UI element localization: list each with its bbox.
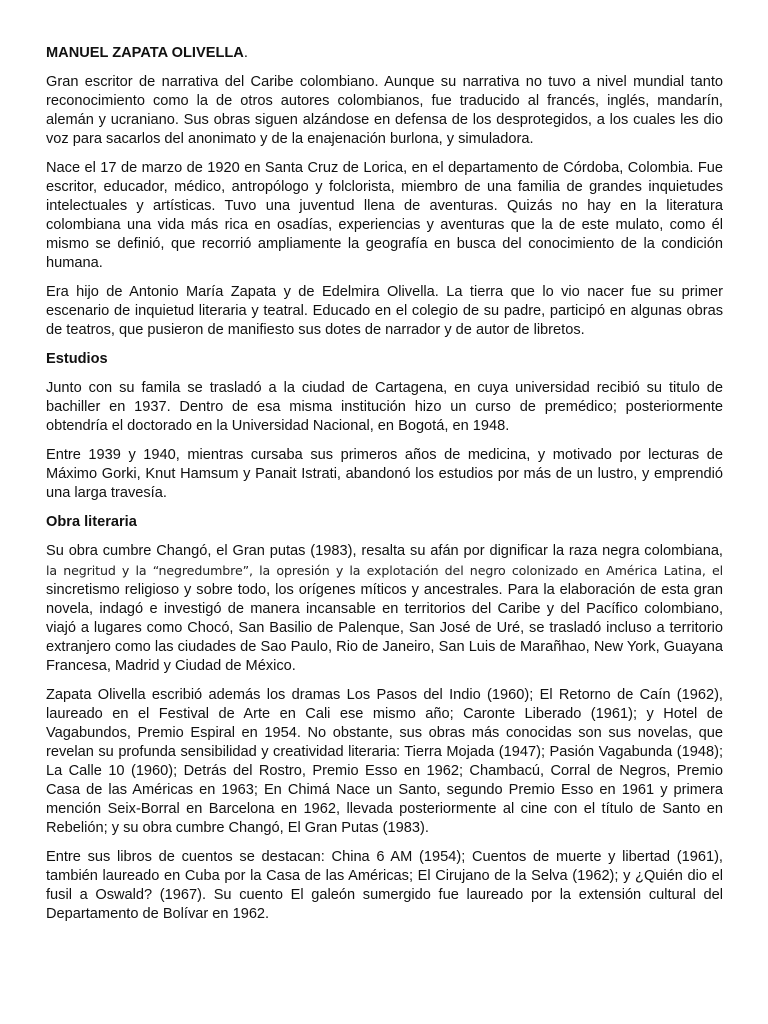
- document-page: [46, 44, 723, 934]
- obra-paragraph-3: Entre sus libros de cuentos se destacan: China 6 AM (1954); Cuentos de muerte y libertad (1961), también laureado en Cuba por la Casa de las Américas; El Cirujano de la Selva (1962); y ¿Quién dio el fusil a Oswald? (1967). Su cuento El galeón sumergido fue laureado por la extensión cultural del Departamento de Bolívar en 1962.: [46, 849, 723, 922]
- obra-paragraph-1-alt-font-line: la negritud y la “negredumbre”, la opresión y la explotación del negro colonizado en América Latina, el: [46, 563, 723, 578]
- estudios-paragraph-1: Junto con su famila se trasladó a la ciudad de Cartagena, en cuya universidad recibió su titulo de bachiller en 1937. Dentro de esa misma institución hizo un curso de premédico; posteriormente obtendría el doctorado en la Universidad Nacional, en Bogotá, en 1948.: [46, 380, 723, 434]
- section-heading-obra-literaria: Obra literaria: [46, 514, 137, 530]
- intro-paragraph-2: Nace el 17 de marzo de 1920 en Santa Cruz de Lorica, en el departamento de Córdoba, Colombia. Fue escritor, educador, médico, antropólogo y folclorista, miembro de una familia de grandes inquietudes intelectuales y artísticas. Tuvo una juventud llena de aventuras. Quizás no hay en la literatura colombiana una vida más rica en osadías, experiencias y aventuras que la de este mulato, como él mismo se definió, que recorrió ampliamente la geografía en busca del conocimiento de la condición humana.: [46, 160, 723, 271]
- intro-paragraph-3: Era hijo de Antonio María Zapata y de Edelmira Olivella. La tierra que lo vio nacer fue su primer escenario de inquietud literaria y teatral. Educado en el colegio de su padre, participó en algunas obras de teatros, que pusieron de manifiesto sus dotes de narrador y de autor de libretos.: [46, 284, 723, 338]
- section-heading-estudios: Estudios: [46, 351, 108, 367]
- obra-paragraph-2: Zapata Olivella escribió además los dramas Los Pasos del Indio (1960); El Retorno de Caín (1962), laureado en el Festival de Arte en Cali ese mismo año; Caronte Liberado (1961); y Hotel de Vagabundos, Premio Espiral en 1954. No obstante, sus obras más conocidas son sus novelas, que revelan su profunda sensibilidad y creatividad literaria: Tierra Mojada (1947); Pasión Vagabunda (1948); La Calle 10 (1960); Detrás del Rostro, Premio Esso en 1962; Chambacú, Corral de Negros, Premio Casa de las Américas en 1963; En Chimá Nace un Santo, segundo Premio Esso en 1961 y primera mención Seix-Borral en Barcelona en 1962, llevada posteriormente al cine con el título de Santo en Rebelión; y su obra cumbre Changó, El Gran Putas (1983).: [46, 687, 723, 836]
- intro-paragraph-1: Gran escritor de narrativa del Caribe colombiano. Aunque su narrativa no tuvo a nivel mundial tanto reconocimiento como la de otros autores colombianos, fue traducido al francés, inglés, mandarín, alemán y ucraniano. Sus obras siguen alzándose en defensa de los desprotegidos, a los cuales les dio voz para sacarlos del anonimato y de la enajenación burlona, y simuladora.: [46, 74, 723, 147]
- title-period: .: [243, 45, 248, 61]
- obra-paragraph-1: [46, 542, 723, 676]
- estudios-paragraph-2: Entre 1939 y 1940, mientras cursaba sus primeros años de medicina, y motivado por lecturas de Máximo Gorki, Knut Hamsum y Panait Istrati, abandonó los estudios por más de un lustro, y emprendió una larga travesía.: [46, 447, 723, 501]
- obra-paragraph-1-end: sincretismo religioso y sobre todo, los orígenes míticos y ancestrales. Para la elaboración de esta gran novela, indagó e investigó de manera incansable en territorios del Caribe y del Pacífico colombiano, viajó a lugares como Chocó, San Basilio de Palenque, San José de Uré, se trasladó incluso a territorio extranjero como las ciudades de Sao Paulo, Rio de Janeiro, San Luis de Marañhao, New York, Guayana Francesa, Madrid y Ciudad de México.: [46, 582, 723, 674]
- document-title: [46, 44, 723, 63]
- obra-paragraph-1-start: Su obra cumbre Changó, el Gran putas (1983), resalta su afán por dignificar la raza negra colombiana,: [46, 543, 723, 559]
- title-text: MANUEL ZAPATA OLIVELLA: [46, 45, 244, 61]
